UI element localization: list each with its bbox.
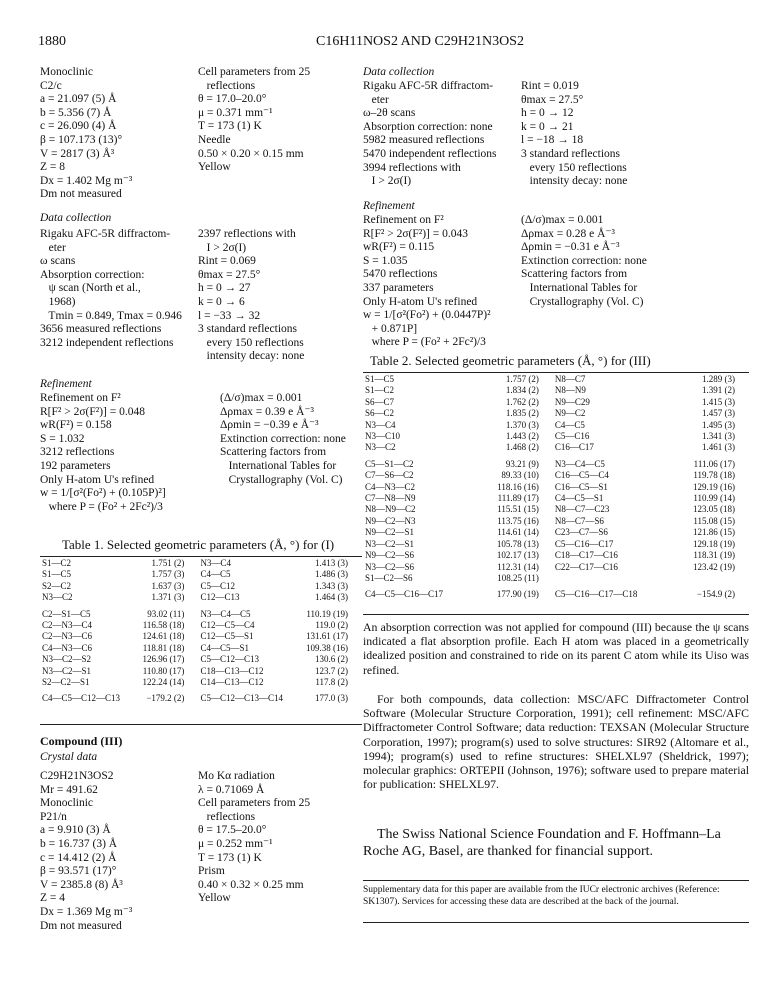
text-line: ψ scan (North et al.,: [40, 282, 141, 295]
table-cell-parameter: C5—C16: [554, 431, 590, 442]
table-cell-parameter: C5—C12: [200, 580, 235, 591]
table-cell-value: 177.90 (19): [496, 589, 539, 600]
text-line: intensity decay: none: [198, 350, 305, 363]
table-cell-value: 129.18 (19): [693, 538, 735, 549]
table1: [40, 558, 362, 705]
text-line: w = 1/[σ²(Fo²) + (0.0447P)²: [363, 309, 491, 322]
table-cell-parameter: N9—C2—S1: [365, 527, 415, 538]
table-cell-value: 1.413 (3): [315, 558, 348, 568]
table-cell-value: 118.16 (16): [497, 481, 539, 492]
table-cell-value: 1.757 (3): [151, 569, 185, 580]
text-line: (Δ/σ)max = 0.001: [521, 214, 604, 226]
text-line: c = 26.090 (4) Å: [40, 120, 117, 133]
table-cell-value: 110.99 (14): [693, 493, 735, 504]
table-cell-parameter: C7—N8—N9: [365, 493, 416, 504]
table-cell-parameter: N3—C2: [42, 592, 73, 603]
table-cell-value: 1.341 (3): [702, 431, 735, 442]
table-cell-parameter: C4—C5—C16—C17: [365, 589, 444, 600]
supplementary-bottom-rule: [363, 922, 749, 923]
crystal-data-heading-3: Crystal data: [40, 751, 98, 763]
paragraph-absorption: An absorption correction was not applied for compound (III) because the ψ scans indicated a flat absorption profile. Each H atom was placed in a geometrically idealized position and constrained to ride on its parent C atom while its Uiso was refined.: [363, 620, 749, 677]
text-line: P21/n: [40, 810, 67, 823]
text-line: I > 2σ(I): [363, 175, 412, 188]
table-cell-value: 110.19 (19): [306, 608, 348, 619]
table-cell-parameter: N9—C2: [554, 408, 586, 419]
table-cell-value: 1.443 (2): [505, 431, 539, 442]
crystal-data-3-left: [40, 770, 132, 933]
data-collection-heading-1: Data collection: [40, 212, 112, 224]
text-line: k = 0 → 6: [198, 295, 245, 308]
table-cell-value: 109.38 (16): [306, 642, 348, 653]
table-cell-parameter: C16—C17: [554, 442, 594, 453]
table-row: [363, 539, 749, 550]
table-cell-value: 117.8 (2): [315, 677, 348, 688]
table-cell-value: 111.06 (17): [693, 458, 735, 469]
table-cell-value: 93.21 (9): [505, 458, 539, 469]
data-collection-3-left: [363, 80, 497, 189]
table-cell-parameter: C2—S1—C5: [42, 608, 91, 619]
table-cell-parameter: N3—C2—S6: [365, 561, 415, 572]
table-row: [40, 654, 362, 665]
text-line: w = 1/[σ²(Fo²) + (0.105P)²]: [40, 487, 166, 500]
text-line: Extinction correction: none: [220, 432, 346, 445]
text-line: 0.40 × 0.32 × 0.25 mm: [198, 878, 304, 891]
text-line: Z = 8: [40, 161, 66, 174]
running-title: C16H11NOS2 AND C29H21N3OS2: [316, 34, 524, 49]
table-cell-value: 110.80 (17): [142, 665, 185, 676]
table-cell-parameter: N8—C7—C23: [554, 504, 610, 515]
table-cell-value: 105.78 (13): [496, 538, 539, 549]
table-cell-value: 1.457 (3): [702, 408, 735, 419]
text-line: 1968): [40, 295, 76, 308]
table-cell-value: 123.05 (18): [693, 504, 735, 515]
table-cell-parameter: C12—C5—S1: [200, 631, 254, 642]
table-cell-parameter: C2—N3—C6: [42, 631, 93, 642]
text-line: Only H-atom U's refined: [40, 473, 155, 486]
table2: [363, 374, 749, 601]
table-cell-parameter: N8—C7: [554, 374, 586, 384]
table-cell-parameter: C4—C5—S1: [554, 493, 604, 504]
text-line: wR(F²) = 0.115: [363, 241, 435, 254]
text-line: Yellow: [198, 892, 231, 905]
table-cell-parameter: C22—C17—C16: [554, 561, 618, 572]
text-line: Cell parameters from 25: [198, 797, 311, 810]
text-line: + 0.871P]: [363, 322, 418, 335]
text-line: b = 5.356 (7) Å: [40, 106, 112, 119]
table-row: [363, 408, 749, 419]
refinement-heading-1: Refinement: [40, 378, 92, 390]
text-line: S = 1.032: [40, 432, 85, 445]
text-line: Mo Kα radiation: [198, 770, 275, 782]
table-cell-value: 1.343 (3): [315, 580, 348, 591]
text-line: I > 2σ(I): [198, 241, 247, 254]
table-cell-value: 1.461 (3): [702, 442, 735, 453]
table-cell-value: 115.51 (15): [497, 504, 539, 515]
text-line: Dx = 1.402 Mg m⁻³: [40, 174, 133, 187]
table-cell-value: 1.637 (3): [151, 580, 185, 591]
table-cell-parameter: N9—C2—N3: [365, 515, 416, 526]
text-line: Mr = 491.62: [40, 783, 98, 796]
data-collection-3-right: [521, 80, 627, 189]
table-cell-parameter: N3—C4—C5: [554, 458, 605, 469]
table-cell-value: 108.25 (11): [497, 572, 539, 583]
table-cell-value: 123.7 (2): [315, 665, 348, 676]
text-line: 2397 reflections with: [198, 228, 296, 240]
table-cell-value: 124.61 (18): [142, 631, 185, 642]
text-line: θ = 17.5–20.0°: [198, 824, 267, 837]
table-cell-value: 114.61 (14): [497, 527, 539, 538]
text-line: Needle: [198, 133, 231, 146]
text-line: eter: [40, 241, 66, 254]
text-line: T = 173 (1) K: [198, 851, 262, 864]
table-cell-value: 118.81 (18): [142, 642, 185, 653]
table-cell-value: 177.0 (3): [315, 693, 348, 704]
text-line: Extinction correction: none: [521, 254, 647, 267]
text-line: l = −18 → 18: [521, 134, 584, 147]
table-cell-parameter: N8—N9: [554, 385, 586, 396]
table-cell-parameter: C7—S6—C2: [365, 470, 414, 481]
table2-bottom-rule: [363, 614, 749, 615]
text-line: λ = 0.71069 Å: [198, 783, 265, 796]
table-row: [363, 516, 749, 527]
table-cell-value: 1.757 (2): [505, 374, 539, 384]
refinement-3-left: [363, 214, 491, 350]
text-line: θmax = 27.5°: [198, 268, 261, 281]
text-line: wR(F²) = 0.158: [40, 419, 112, 432]
text-line: Rigaku AFC-5R diffractom-: [363, 80, 494, 92]
text-line: C2/c: [40, 79, 62, 92]
table-cell-parameter: C18—C13—C12: [200, 665, 264, 676]
table-row: [40, 666, 362, 677]
text-line: Cell parameters from 25: [198, 66, 311, 78]
text-line: where P = (Fo² + 2Fc²)/3: [40, 500, 163, 513]
table-cell-parameter: N3—C2—S2: [42, 654, 92, 665]
table-cell-parameter: N9—C2—S6: [365, 550, 415, 561]
text-line: 3656 measured reflections: [40, 323, 162, 336]
table-cell-parameter: S6—C2: [365, 408, 395, 419]
text-line: Δρmin = −0.39 e Å⁻³: [220, 419, 319, 432]
table-row: [40, 693, 362, 704]
text-line: Prism: [198, 865, 225, 878]
refinement-heading-3: Refinement: [363, 200, 415, 212]
text-line: Δρmax = 0.39 e Å⁻³: [220, 405, 314, 418]
table-cell-value: −179.2 (2): [146, 693, 185, 704]
data-collection-1-left: [40, 228, 182, 350]
crystal-data-1-right: [198, 66, 310, 175]
text-line: R[F² > 2σ(F²)] = 0.048: [40, 405, 145, 418]
text-line: V = 2385.8 (8) Å³: [40, 878, 123, 891]
table-cell-value: 1.486 (3): [315, 569, 348, 580]
text-line: Δρmin = −0.31 e Å⁻³: [521, 241, 620, 254]
table-cell-parameter: C12—C13: [200, 592, 240, 603]
text-line: Tmin = 0.849, Tmax = 0.946: [40, 309, 182, 322]
table-cell-parameter: C4—N3—C6: [42, 642, 93, 653]
table-row: [363, 504, 749, 515]
text-line: Yellow: [198, 161, 231, 174]
paragraph-software: For both compounds, data collection: MSC/AFC Diffractometer Control Software (Molecular Structure Corporation, 1991); cell refinement: MSC/AFC Diffractometer Control Software; data reduction: TEXSAN (Molecular Structure Corporation, 1997); program(s) used to solve structures: SIR92 (Altomare et al., 1994); program(s) used to refine structures: SHELXL97 (Sheldrick, 1997); molecular graphics: ORTEPII (Johnson, 1976); software used to prepare material for publication: SHELXL97.: [363, 692, 749, 792]
table-cell-value: 115.08 (15): [693, 515, 735, 526]
text-line: ω–2θ scans: [363, 107, 416, 120]
refinement-1-left: [40, 392, 166, 514]
table-row: [40, 609, 362, 620]
text-line: Scattering factors from: [220, 446, 327, 459]
text-line: 3212 reflections: [40, 446, 115, 459]
text-line: every 150 reflections: [198, 336, 304, 349]
supplementary-note: Supplementary data for this paper are available from the IUCr electronic archives (Reference: SK1307). Services for accessing these data are described at the back of the journal.: [363, 885, 720, 907]
text-line: Δρmax = 0.28 e Å⁻³: [521, 227, 615, 240]
text-line: 5982 measured reflections: [363, 134, 485, 147]
table-cell-parameter: C23—C7—S6: [554, 527, 608, 538]
table-cell-parameter: S2—C2—S1: [42, 677, 90, 688]
table-row: [40, 631, 362, 642]
table-cell-parameter: N8—N9—C2: [365, 504, 416, 515]
table-row: [40, 569, 362, 580]
table-row: [363, 589, 749, 600]
table-row: [363, 470, 749, 481]
table-cell-parameter: C4—N3—C2: [365, 481, 416, 492]
table-cell-parameter: N3—C4—C5: [200, 608, 251, 619]
crystal-data-1-left: [40, 66, 132, 202]
table-cell-value: 116.58 (18): [142, 620, 185, 631]
table-cell-value: 1.370 (3): [505, 419, 539, 430]
table-cell-value: 1.371 (3): [151, 592, 185, 603]
table-cell-parameter: C5—C16—C17—C18: [554, 589, 638, 600]
table-row: [363, 459, 749, 470]
table-cell-parameter: N8—C7—S6: [554, 515, 604, 526]
table-cell-parameter: S2—C2: [42, 580, 72, 591]
table-cell-parameter: N3—C10: [365, 431, 401, 442]
text-line: 5470 reflections: [363, 268, 438, 281]
table-row: [40, 581, 362, 592]
text-line: reflections: [198, 79, 256, 92]
table-cell-value: 119.78 (18): [693, 470, 735, 481]
page-number: 1880: [38, 34, 66, 49]
crystal-data-3-right: [198, 770, 310, 906]
text-line: l = −33 → 32: [198, 309, 261, 322]
table-cell-parameter: S1—C2: [42, 558, 72, 568]
refinement-3-right: [521, 214, 647, 309]
data-collection-1-right: [198, 228, 304, 364]
table-cell-parameter: C14—C13—C12: [200, 677, 264, 688]
table-cell-parameter: C5—C12—C13: [200, 654, 259, 665]
table-cell-value: 112.31 (14): [497, 561, 539, 572]
text-line: a = 21.097 (5) Å: [40, 93, 117, 106]
compound3-heading: Compound (III): [40, 734, 123, 748]
table-cell-parameter: C5—C16—C17: [554, 538, 614, 549]
table-cell-parameter: N3—C4: [200, 558, 231, 568]
text-line: International Tables for: [220, 459, 337, 472]
table-cell-parameter: N9—C29: [554, 396, 590, 407]
text-line: Dx = 1.369 Mg m⁻³: [40, 905, 133, 918]
text-line: Only H-atom U's refined: [363, 295, 478, 308]
text-line: μ = 0.371 mm⁻¹: [198, 106, 273, 119]
text-line: every 150 reflections: [521, 161, 627, 174]
table-cell-value: 122.24 (14): [142, 677, 185, 688]
text-line: eter: [363, 93, 389, 106]
text-line: S = 1.035: [363, 254, 408, 267]
text-line: Refinement on F²: [363, 214, 444, 226]
table-cell-parameter: C12—C5—C4: [200, 620, 255, 631]
table-cell-parameter: C5—C12—C13—C14: [200, 693, 283, 704]
table-cell-value: 118.31 (19): [693, 550, 735, 561]
table-cell-value: 1.289 (3): [702, 374, 735, 384]
text-line: k = 0 → 21: [521, 120, 574, 133]
table-row: [363, 385, 749, 396]
table-cell-value: 119.0 (2): [315, 620, 348, 631]
text-line: Rigaku AFC-5R diffractom-: [40, 228, 171, 240]
text-line: reflections: [198, 810, 256, 823]
text-line: β = 93.571 (17)°: [40, 865, 117, 878]
table-cell-parameter: N3—C2: [365, 442, 396, 453]
table-cell-value: 111.89 (17): [497, 493, 539, 504]
table-cell-parameter: C5—S1—C2: [365, 458, 414, 469]
table-row: [40, 620, 362, 631]
text-line: Absorption correction:: [40, 268, 145, 281]
table-cell-value: 93.02 (11): [147, 608, 185, 619]
table-row: [363, 562, 749, 573]
table2-caption: Table 2. Selected geometric parameters (Å, °) for (III): [370, 353, 651, 368]
table-row: [363, 527, 749, 538]
text-line: Crystallography (Vol. C): [521, 295, 644, 308]
text-line: International Tables for: [521, 281, 638, 294]
supplementary-rule: [363, 880, 749, 881]
table1-top-rule: [40, 556, 362, 557]
table1-bottom-rule: [40, 724, 362, 725]
table-cell-value: 1.391 (2): [702, 385, 735, 396]
text-line: Refinement on F²: [40, 392, 121, 404]
table-cell-parameter: [553, 573, 670, 584]
text-line: 3212 independent reflections: [40, 336, 174, 349]
text-line: μ = 0.252 mm⁻¹: [198, 837, 273, 850]
data-collection-heading-3: Data collection: [363, 66, 435, 78]
text-line: 0.50 × 0.20 × 0.15 mm: [198, 147, 304, 160]
table-cell-value: 1.834 (2): [505, 385, 539, 396]
table-cell-parameter: S1—C5: [42, 569, 72, 580]
text-line: R[F² > 2σ(F²)] = 0.043: [363, 227, 468, 240]
table-cell-value: 121.86 (15): [693, 527, 735, 538]
text-line: Rint = 0.069: [198, 255, 256, 268]
table-cell-parameter: C18—C17—C16: [554, 550, 618, 561]
table-cell-value: 102.17 (13): [496, 550, 539, 561]
table-cell-value: [670, 573, 749, 584]
text-line: 5470 independent reflections: [363, 147, 497, 160]
table-row: [40, 592, 362, 603]
table-cell-value: 123.42 (19): [693, 561, 735, 572]
table-cell-value: 131.61 (17): [306, 631, 348, 642]
table-cell-parameter: C2—N3—C4: [42, 620, 93, 631]
text-line: h = 0 → 27: [198, 282, 251, 295]
text-line: 3 standard reflections: [521, 147, 620, 160]
text-line: V = 2817 (3) Å³: [40, 147, 115, 160]
table-cell-parameter: C4—C5—C12—C13: [42, 693, 121, 704]
table-cell-parameter: S1—C5: [365, 374, 395, 384]
text-line: intensity decay: none: [521, 175, 628, 188]
text-line: Monoclinic: [40, 66, 94, 78]
text-line: where P = (Fo² + 2Fc²)/3: [363, 336, 486, 349]
table2-top-rule: [363, 372, 749, 373]
table-row: [363, 397, 749, 408]
table1-caption: Table 1. Selected geometric parameters (Å, °) for (I): [62, 537, 335, 552]
table-row: [363, 431, 749, 442]
table-cell-value: 1.751 (2): [151, 558, 185, 568]
table-cell-value: 126.96 (17): [142, 654, 185, 665]
table-cell-parameter: S6—C7: [365, 396, 395, 407]
text-line: c = 14.412 (2) Å: [40, 851, 117, 864]
table-cell-value: 113.75 (16): [497, 515, 539, 526]
acknowledgement: The Swiss National Science Foundation and F. Hoffmann–La Roche AG, Basel, are thanked for financial support.: [363, 827, 721, 859]
text-line: β = 107.173 (13)°: [40, 133, 123, 146]
text-line: θ = 17.0–20.0°: [198, 93, 267, 106]
table-row: [363, 493, 749, 504]
table-row: [40, 643, 362, 654]
table-cell-parameter: S1—C2: [365, 385, 395, 396]
text-line: Dm not measured: [40, 188, 122, 201]
text-line: a = 9.910 (3) Å: [40, 824, 111, 837]
table-cell-value: 1.495 (3): [702, 419, 735, 430]
table-cell-parameter: S1—C2—S6: [365, 572, 413, 583]
table-row: [363, 420, 749, 431]
text-line: Monoclinic: [40, 797, 94, 810]
text-line: (Δ/σ)max = 0.001: [220, 392, 303, 404]
refinement-1-right: [220, 392, 346, 487]
text-line: Crystallography (Vol. C): [220, 473, 343, 486]
table-cell-parameter: C4—C5: [200, 569, 231, 580]
table-cell-parameter: C16—C5—S1: [554, 481, 608, 492]
table-row: [363, 442, 749, 453]
text-line: 3 standard reflections: [198, 323, 297, 336]
text-line: Rint = 0.019: [521, 80, 579, 92]
table-cell-value: 1.468 (2): [505, 442, 539, 453]
table-cell-value: 1.415 (3): [702, 396, 735, 407]
table-cell-parameter: N3—C4: [365, 419, 396, 430]
table-cell-value: 1.762 (2): [505, 396, 539, 407]
text-line: ω scans: [40, 255, 76, 268]
table-row: [363, 550, 749, 561]
text-line: b = 16.737 (3) Å: [40, 837, 118, 850]
table-cell-parameter: N3—C2—S1: [365, 538, 415, 549]
text-line: C29H21N3OS2: [40, 770, 114, 782]
table-row: [40, 677, 362, 688]
table-row: [40, 558, 362, 569]
text-line: θmax = 27.5°: [521, 93, 584, 106]
table-cell-value: −154.9 (2): [696, 589, 735, 600]
table-cell-parameter: N3—C2—S1: [42, 665, 92, 676]
table-row: [363, 482, 749, 493]
table-cell-value: 130.6 (2): [315, 654, 348, 665]
text-line: Absorption correction: none: [363, 120, 493, 133]
text-line: Scattering factors from: [521, 268, 628, 281]
table-cell-value: 89.33 (10): [501, 470, 539, 481]
table-row: [363, 374, 749, 385]
text-line: Z = 4: [40, 892, 66, 905]
table-cell-parameter: C4—C5—S1: [200, 642, 249, 653]
table-cell-parameter: C16—C5—C4: [554, 470, 609, 481]
text-line: 192 parameters: [40, 459, 111, 472]
table-cell-value: 1.835 (2): [505, 408, 539, 419]
table-row: [363, 573, 749, 584]
text-line: 337 parameters: [363, 281, 434, 294]
table-cell-value: 1.464 (3): [315, 592, 348, 603]
text-line: Dm not measured: [40, 919, 122, 932]
table-cell-value: 129.19 (16): [693, 481, 735, 492]
text-line: 3994 reflections with: [363, 161, 461, 174]
text-line: T = 173 (1) K: [198, 120, 262, 133]
table-cell-parameter: C4—C5: [554, 419, 585, 430]
text-line: h = 0 → 12: [521, 107, 574, 120]
